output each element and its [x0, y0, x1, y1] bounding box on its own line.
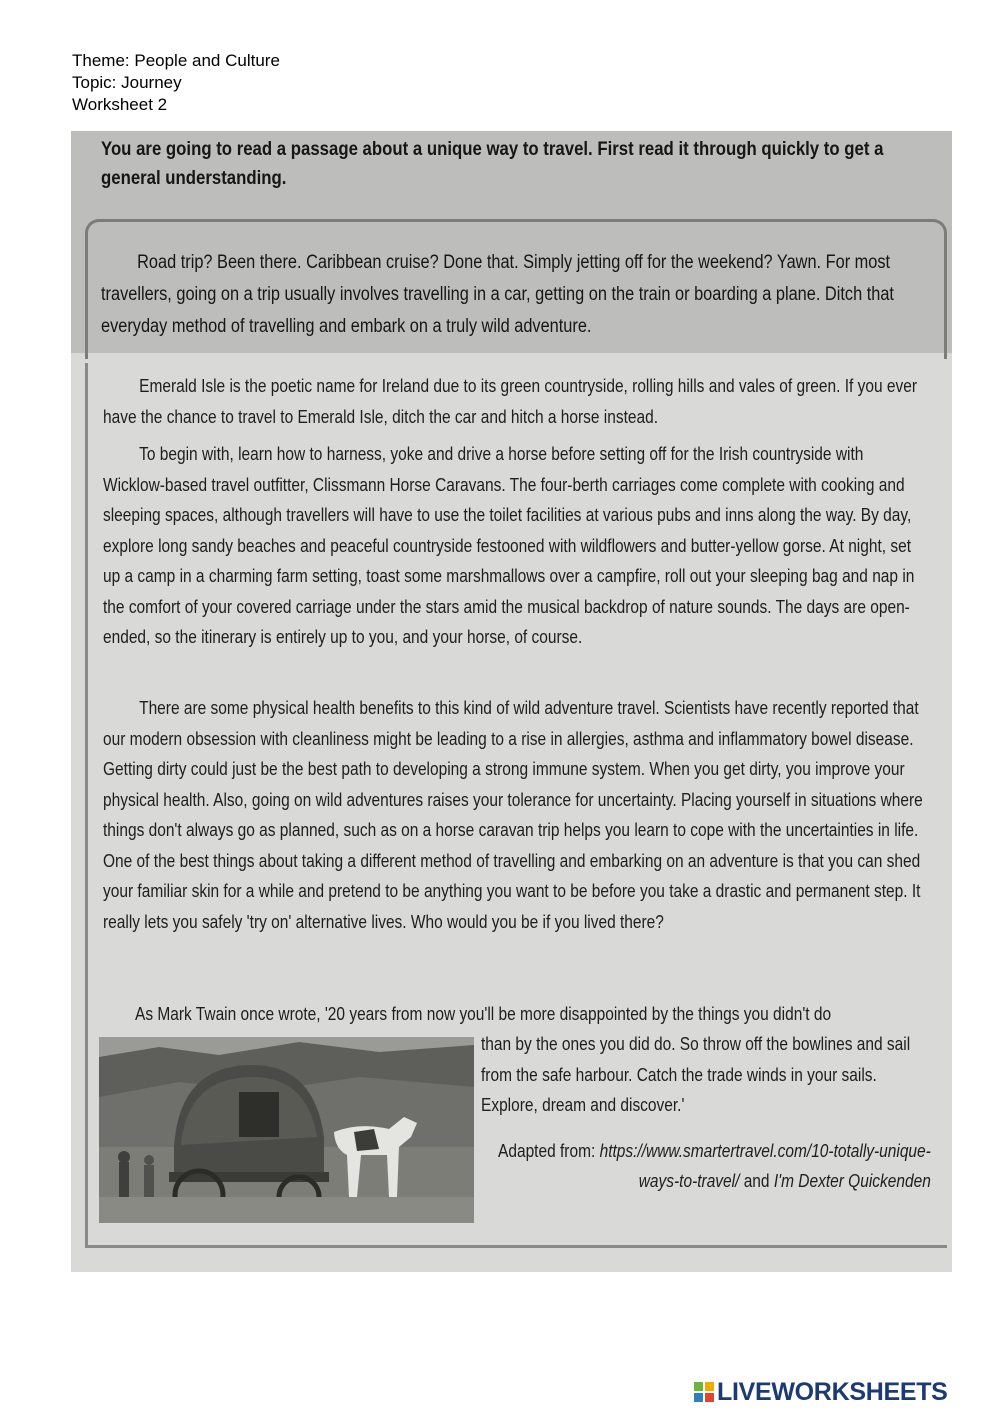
liveworksheets-brand[interactable] — [694, 1377, 948, 1407]
paragraph-health-benefits: There are some physical health benefits to this kind of wild adventure travel. Scientists have recently reported that our modern obsession with cleanliness might be leading to a rise in allergies, asthma and inflammatory bowel disease. Getting dirty could just be the best path to developing a strong immune system. When you get dirty, you improve your physical health. Also, going on wild adventures raises your tolerance for uncertainty. Placing yourself in situations where things don't always go as planned, such as on a horse caravan trip helps you learn to cope with the uncertainties in life. One of the best things about taking a different method of travelling and embarking on an adventure is that you can shed your familiar skin for a while and pretend to be anything you want to be before you take a drastic and permanent step. It really lets you safely 'try on' alternative lives. Who would you be if you lived there? — [103, 698, 923, 932]
theme-line: Theme: People and Culture — [72, 51, 280, 70]
twain-quote-start: As Mark Twain once wrote, '20 years from now you'll be more disappointed by the things you didn't do — [135, 1004, 832, 1024]
source-attribution — [475, 1136, 931, 1196]
source-author: I'm Dexter Quickenden — [773, 1171, 931, 1191]
reading-instruction: You are going to read a passage about a unique way to travel. First read it through quickly to get a general understanding. — [101, 138, 884, 189]
source-middle: and — [739, 1171, 774, 1191]
liveworksheets-logo-icon — [694, 1382, 714, 1402]
horse-caravan-illustration — [99, 1037, 474, 1223]
brand-name: LIVEWORKSHEETS — [717, 1377, 948, 1406]
source-prefix: Adapted from: — [498, 1141, 600, 1161]
worksheet-line: Worksheet 2 — [72, 95, 168, 114]
worksheet-header — [72, 50, 280, 116]
twain-quote-rest: than by the ones you did do. So throw off the bowlines and sail from the safe harbour. Catch the trade winds in your sails. Explore, dream and discover.' — [481, 1034, 911, 1115]
source-url[interactable]: https://www.smartertravel.com/10-totally-unique-ways-to-travel/ — [599, 1141, 931, 1191]
paragraph-emerald-isle: Emerald Isle is the poetic name for Ireland due to its green countryside, rolling hills and vales of green. If you ever have the chance to travel to Emerald Isle, ditch the car and hitch a horse instead. — [103, 376, 917, 427]
horse-caravan-photo — [99, 1037, 474, 1223]
paragraph-horse-caravans: To begin with, learn how to harness, yoke and drive a horse before setting off for the Irish countryside with Wicklow-based travel outfitter, Clissmann Horse Caravans. The four-berth carriages come complete with cooking and sleeping spaces, although travellers will have to use the toilet facilities at various pubs and inns along the way. By day, explore long sandy beaches and peaceful countryside festooned with wildflowers and butter-yellow gorse. At night, set up a camp in a charming farm setting, toast some marshmallows over a campfire, roll out your sleeping bag and nap in the comfort of your covered carriage under the stars amid the musical backdrop of nature sounds. The days are open-ended, so the itinerary is entirely up to you, and your horse, of course. — [103, 444, 915, 647]
scanned-page — [71, 131, 952, 1272]
topic-line: Topic: Journey — [72, 73, 182, 92]
lead-paragraph: Road trip? Been there. Caribbean cruise? Done that. Simply jetting off for the weekend? Yawn. For most travellers, going on a trip usually involves travelling in a car, getting on the train or boarding a plane. Ditch that everyday method of travelling and embark on a truly wild adventure. — [101, 252, 894, 337]
